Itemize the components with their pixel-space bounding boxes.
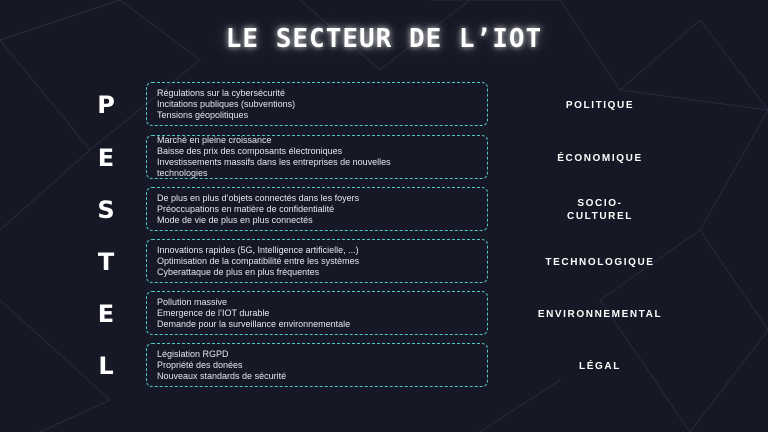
factor-box — [146, 343, 488, 387]
factor-item: technologies — [157, 168, 208, 178]
factor-item: Optimisation de la compatibilité entre les systèmes — [157, 255, 360, 266]
factor-item: Pollution massive — [157, 296, 228, 307]
pestel-letter: E — [97, 144, 115, 172]
factor-item: Tensions géopolitiques — [157, 109, 249, 120]
factor-item: Marché en pleine croissance — [157, 135, 272, 145]
category-label: TECHNOLOGIQUE — [545, 256, 655, 268]
factor-item: Emergence de l’IOT durable — [157, 307, 270, 318]
pestel-letter: T — [97, 248, 115, 276]
factor-item: Baisse des prix des composants électroniques — [157, 146, 343, 156]
factor-box — [146, 291, 488, 335]
pestel-letter: E — [97, 300, 115, 328]
pestel-row — [0, 82, 768, 128]
factor-box — [146, 135, 488, 179]
page-title: LE SECTEUR DE L’IOT — [225, 24, 543, 54]
factor-item: Nouveaux standards de sécurité — [157, 370, 287, 381]
category-label: LÉGAL — [579, 360, 621, 372]
factor-item: De plus en plus d’objets connectés dans les foyers — [157, 192, 360, 203]
pestel-letter: L — [98, 352, 114, 380]
category-label: ÉCONOMIQUE — [557, 152, 643, 164]
factor-item: Incitations publiques (subventions) — [157, 98, 296, 109]
category-label: ENVIRONNEMENTAL — [537, 308, 663, 320]
factor-item: Législation RGPD — [157, 348, 229, 359]
pestel-row — [0, 343, 768, 389]
pestel-row — [0, 135, 768, 181]
pestel-row — [0, 187, 768, 233]
factor-box — [146, 82, 488, 126]
factor-item: Mode de vie de plus en plus connectés — [157, 214, 313, 225]
pestel-letter: P — [97, 91, 115, 119]
factor-item: Propriété des donées — [157, 359, 243, 370]
pestel-row — [0, 291, 768, 337]
factor-item: Régulations sur la cybersécurité — [157, 87, 286, 98]
factor-item: Innovations rapides (5G, Intelligence artificielle, ...) — [157, 244, 359, 255]
factor-item: Investissements massifs dans les entreprises de nouvelles — [157, 157, 391, 167]
factor-item: Préoccupations en matière de confidentialité — [157, 203, 335, 214]
factor-box — [146, 239, 488, 283]
pestel-letter: S — [97, 196, 115, 224]
factor-item: Demande pour la surveillance environnementale — [157, 318, 351, 329]
category-label: SOCIO- CULTUREL — [567, 198, 633, 222]
category-label: POLITIQUE — [565, 99, 635, 111]
factor-box — [146, 187, 488, 231]
factor-item: Cyberattaque de plus en plus fréquentes — [157, 266, 320, 277]
pestel-row — [0, 239, 768, 285]
